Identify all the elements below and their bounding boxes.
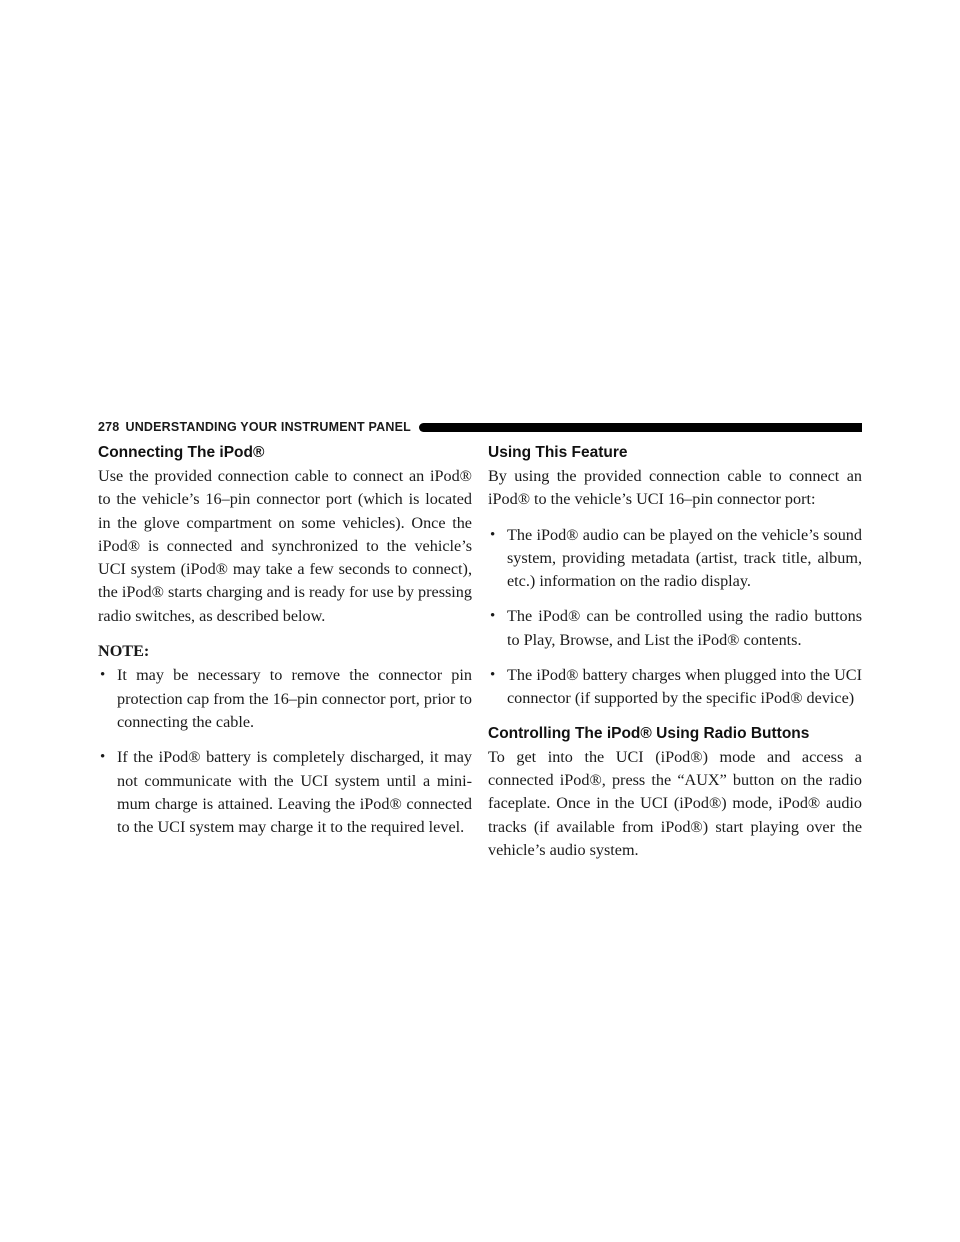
page-number: 278	[98, 420, 120, 434]
bullet-icon: •	[490, 526, 496, 543]
list-item	[98, 664, 472, 734]
bullet-icon: •	[100, 667, 106, 684]
note-label: NOTE:	[98, 642, 150, 661]
left-column	[98, 442, 472, 851]
heading-using-feature: Using This Feature	[488, 444, 628, 461]
using-feature-paragraph: By using the provided connection cable to connect an iPod® to the vehicle’s UCI 16–pin connector port:	[488, 467, 862, 509]
list-item-text: If the iPod® battery is completely discharged, it may not communicate with the UCI system until a mini-mum charge is attained. Leaving the iPod® connected to the UCI system may charge it to the required level.	[117, 748, 472, 837]
list-item-text: The iPod® can be controlled using the radio buttons to Play, Browse, and List the iPod® contents.	[507, 607, 862, 649]
feature-list	[488, 524, 862, 711]
list-item-text: The iPod® audio can be played on the vehicle’s sound system, providing metadata (artist, track title, album, etc.) information on the radio display.	[507, 525, 862, 591]
list-item	[98, 746, 472, 839]
section-title: UNDERSTANDING YOUR INSTRUMENT PANEL	[125, 420, 411, 434]
right-column	[488, 442, 862, 862]
heading-controlling-ipod: Controlling The iPod® Using Radio Buttons	[488, 724, 810, 742]
connecting-paragraph: Use the provided connection cable to connect an iPod® to the vehicle’s 16–pin connector port (which is located in the glove compartment on some vehicles). Once the iPod® is connected and synchronized to the vehicle’s UCI system (iPod® may take a few seconds to connect), the iPod® starts charging and is ready for use by pressing radio switches, as described below.	[98, 467, 472, 625]
note-list	[98, 664, 472, 839]
bullet-icon: •	[490, 608, 496, 625]
list-item	[488, 524, 862, 594]
header-rule	[419, 423, 862, 432]
list-item	[488, 605, 862, 652]
controlling-paragraph: To get into the UCI (iPod®) mode and access a connected iPod®, press the “AUX” button on the radio faceplate. Once in the UCI (iPod®) mode, iPod® audio tracks (if available from iPod®) start playing over the vehicle’s audio system.	[488, 747, 862, 859]
page-header	[98, 418, 862, 436]
bullet-icon: •	[490, 667, 496, 684]
bullet-icon: •	[100, 749, 106, 766]
list-item-text: The iPod® battery charges when plugged into the UCI connector (if supported by the specific iPod® device)	[507, 666, 862, 708]
list-item-text: It may be necessary to remove the connector pin protection cap from the 16–pin connector port, prior to connecting the cable.	[117, 666, 472, 731]
list-item	[488, 664, 862, 711]
heading-connecting-ipod: Connecting The iPod®	[98, 444, 265, 461]
